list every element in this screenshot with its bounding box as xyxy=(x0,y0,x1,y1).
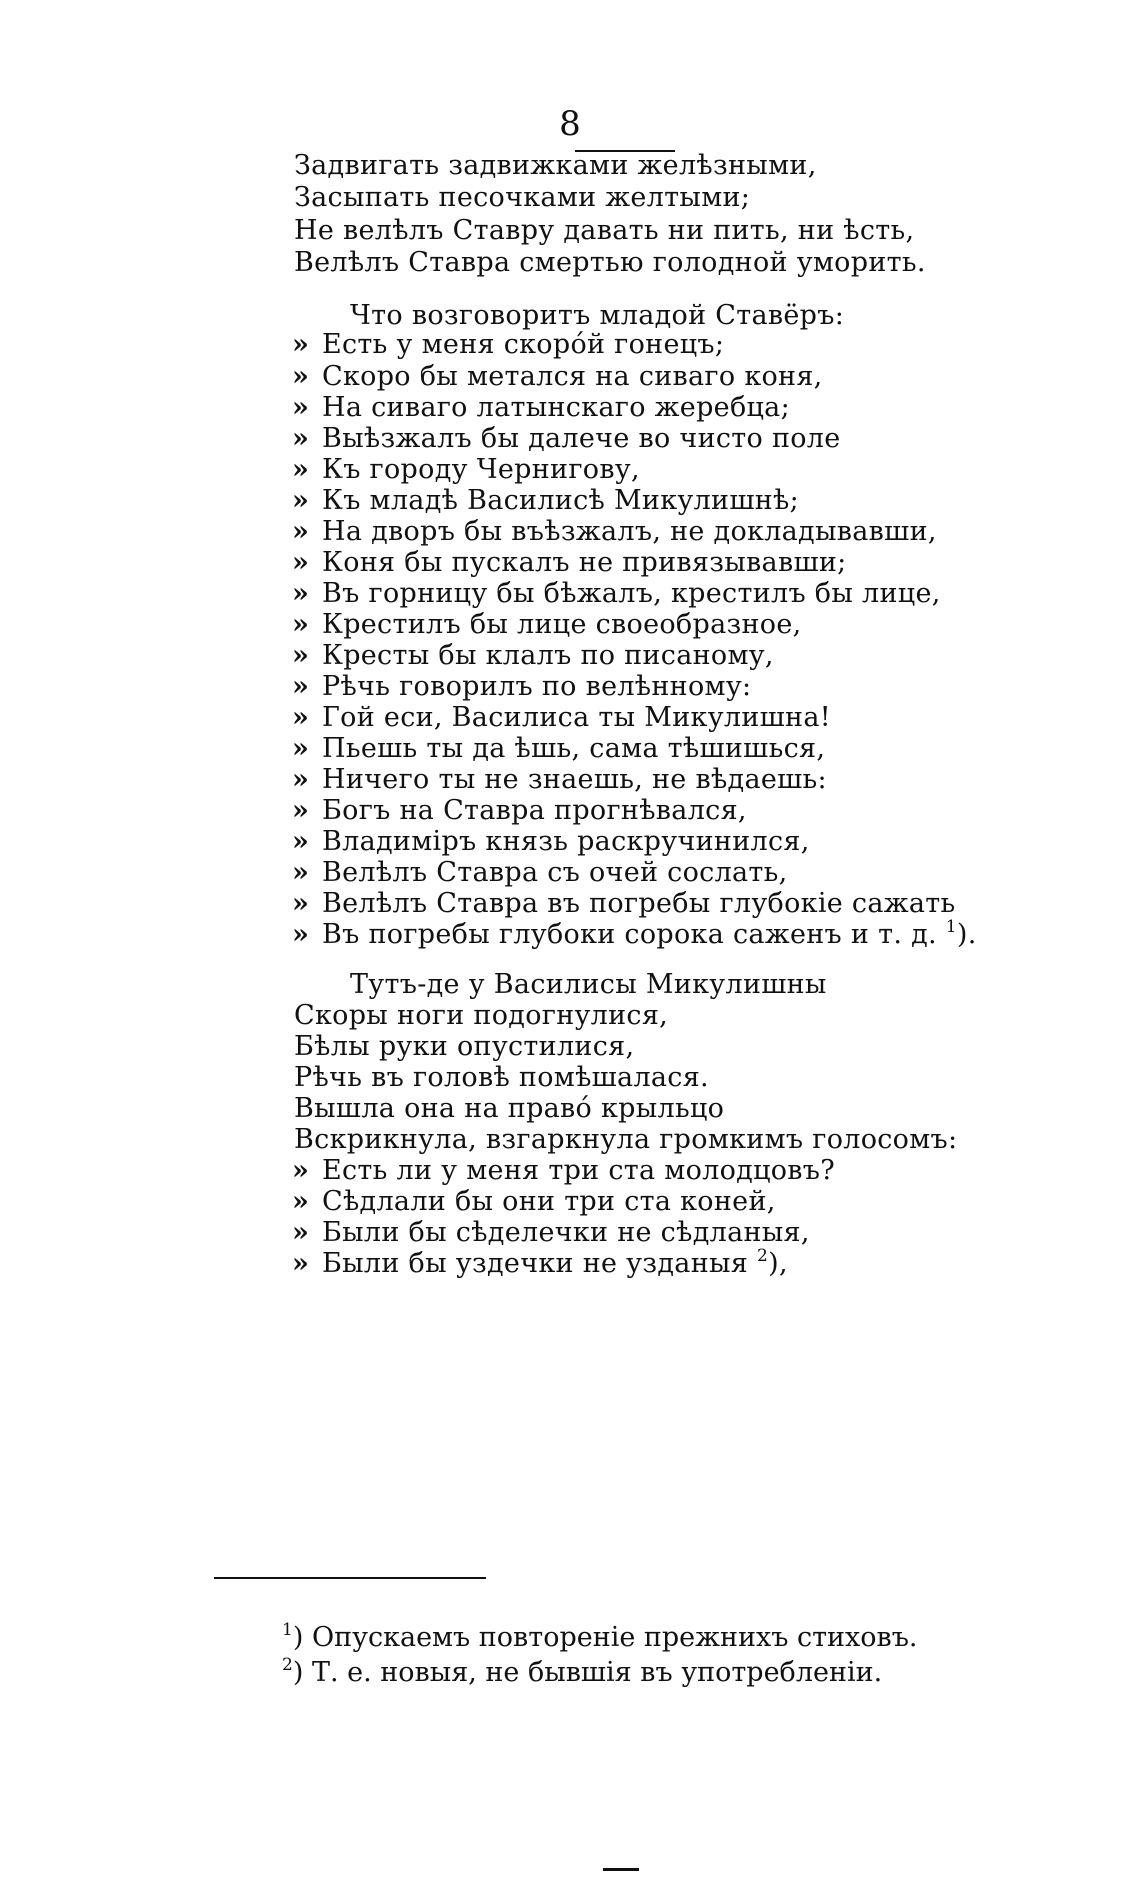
closing-punctuation: ), xyxy=(768,1248,788,1279)
footnote-text: Т. е. новыя, не бывшія въ употребленіи. xyxy=(311,1657,883,1688)
footnote-ref: 1 xyxy=(945,917,957,937)
footnote xyxy=(282,1655,882,1691)
quote-mark: » xyxy=(292,485,310,516)
closing-punctuation: ). xyxy=(956,919,977,950)
quote-mark: » xyxy=(292,329,310,360)
footnote-ref-wrap xyxy=(748,1248,768,1279)
quoted-verse-line xyxy=(292,1246,788,1282)
quote-mark: » xyxy=(292,516,310,547)
footnote-text: Опускаемъ повтореніе прежнихъ стиховъ. xyxy=(311,1622,918,1653)
verse-text: Скоро бы метался на сиваго коня, xyxy=(322,361,823,392)
quote-mark: » xyxy=(292,826,310,857)
verse-text: Въ горницу бы бѣжалъ, крестилъ бы лице, xyxy=(322,578,941,609)
footnote-paren: ) xyxy=(292,1657,312,1688)
quote-mark: » xyxy=(292,1217,310,1248)
footnote-number: 1 xyxy=(282,1620,293,1640)
verse-text: Ничего ты не знаешь, не вѣдаешь: xyxy=(322,764,827,795)
quote-mark: » xyxy=(292,1186,310,1217)
verse-text: Есть у меня скорóй гонецъ; xyxy=(322,329,725,360)
verse-line: Скоры ноги подогнулися, xyxy=(294,1000,669,1031)
quote-mark: » xyxy=(292,671,310,702)
verse-text: Богъ на Ставра прогнѣвался, xyxy=(322,795,747,826)
verse-line: Вскрикнула, взгаркнула громкимъ голосомъ: xyxy=(294,1124,958,1155)
verse-text: Гой еси, Василиса ты Микулишна! xyxy=(322,702,831,733)
quote-mark: » xyxy=(292,640,310,671)
footnote-number: 2 xyxy=(282,1655,293,1675)
quoted-verse-line xyxy=(292,327,724,363)
verse-text: Есть ли у меня три ста молодцовъ? xyxy=(322,1155,836,1186)
quote-mark: » xyxy=(292,423,310,454)
verse-text: На сиваго латынскаго жеребца; xyxy=(322,392,790,423)
quote-mark: » xyxy=(292,361,310,392)
quote-mark: » xyxy=(292,1248,310,1279)
verse-text: Сѣдлали бы они три ста коней, xyxy=(322,1186,776,1217)
verse-text: Въ погребы глубоки сорока саженъ и т. д. xyxy=(322,919,937,950)
quote-mark: » xyxy=(292,795,310,826)
quote-mark: » xyxy=(292,702,310,733)
quoted-verse-line xyxy=(292,917,977,953)
quote-mark: » xyxy=(292,888,310,919)
quote-mark: » xyxy=(292,392,310,423)
verse-line: Рѣчь въ головѣ помѣшалася. xyxy=(294,1062,709,1093)
quote-mark: » xyxy=(292,454,310,485)
verse-text: Были бы уздечки не узданыя xyxy=(322,1248,749,1279)
verse-line: Велѣлъ Ставра смертью голодной уморить. xyxy=(294,247,926,278)
verse-text: Коня бы пускалъ не привязывавши; xyxy=(322,547,847,578)
verse-text: На дворъ бы въѣзжалъ, не докладывавши, xyxy=(322,516,937,547)
verse-line: Засыпать песочками желтыми; xyxy=(294,182,751,213)
footnote-paren: ) xyxy=(292,1622,312,1653)
verse-line: Бѣлы руки опустилися, xyxy=(294,1031,635,1062)
quote-mark: » xyxy=(292,578,310,609)
page-number: 8 xyxy=(559,104,581,144)
verse-line: Вышла она на правó крыльцо xyxy=(294,1093,725,1124)
verse-text: Кресты бы клалъ по писаному, xyxy=(322,640,774,671)
verse-text: Выѣзжалъ бы далече во чисто поле xyxy=(322,423,841,454)
verse-text: Къ младѣ Василисѣ Микулишнѣ; xyxy=(322,485,800,516)
quote-mark: » xyxy=(292,764,310,795)
quote-mark: » xyxy=(292,547,310,578)
verse-text: Были бы сѣделечки не сѣдланыя, xyxy=(322,1217,810,1248)
quote-mark: » xyxy=(292,919,310,950)
footnote-rule xyxy=(214,1577,486,1579)
stanza-intro: Тутъ-де у Василисы Микулишны xyxy=(350,969,827,1000)
verse-text: Пьешь ты да ѣшь, сама тѣшишься, xyxy=(322,733,826,764)
verse-text: Велѣлъ Ставра съ очей сослать, xyxy=(322,857,788,888)
quote-mark: » xyxy=(292,857,310,888)
verse-text: Рѣчь говорилъ по велѣнному: xyxy=(322,671,752,702)
stanza-intro: Что возговоритъ младой Ставёръ: xyxy=(350,300,845,331)
quote-mark: » xyxy=(292,733,310,764)
verse-line: Не велѣлъ Ставру давать ни пить, ни ѣсть, xyxy=(294,215,915,246)
quote-mark: » xyxy=(292,1155,310,1186)
bottom-mark xyxy=(603,1868,639,1871)
verse-text: Крестилъ бы лице своеобразное, xyxy=(322,609,802,640)
verse-text: Къ городу Чернигову, xyxy=(322,454,640,485)
footnote-ref: 2 xyxy=(757,1246,769,1266)
quote-mark: » xyxy=(292,609,310,640)
verse-text: Владиміръ князь раскручинился, xyxy=(322,826,810,857)
footnote-ref-wrap xyxy=(937,919,957,950)
footnote xyxy=(282,1620,917,1656)
verse-line: Задвигать задвижками желѣзными, xyxy=(294,150,817,181)
verse-text: Велѣлъ Ставра въ погребы глубокіе сажать xyxy=(322,888,956,919)
